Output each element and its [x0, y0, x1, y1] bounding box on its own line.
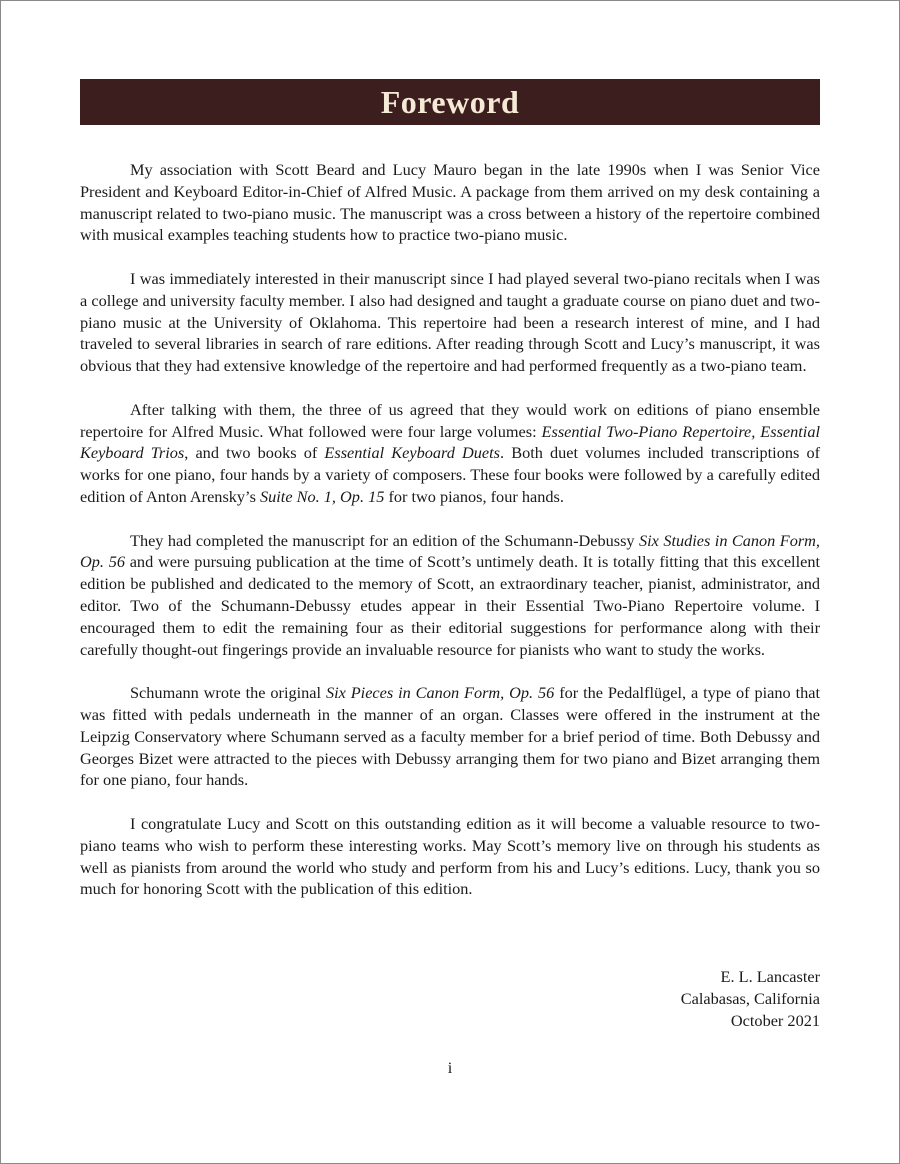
paragraph: [80, 159, 820, 246]
author-location: Calabasas, California: [680, 988, 820, 1008]
paragraph: [80, 813, 820, 900]
italic-title-run: Essential Two-Piano Repertoire, Essential Keyboard Trios: [80, 421, 820, 463]
text-run: I congratulate Lucy and Scott on this outstanding edition as it will become a valuable resource to two-piano teams who wish to perform these interesting works. May Scott’s memory live on through his students as well as pianists from around the world who study and perform from his and Lucy’s editions. Lucy, thank you so much for honoring Scott with the publication of this edition.: [80, 813, 820, 899]
page-title: Foreword: [380, 84, 520, 120]
paragraph: [80, 399, 820, 508]
italic-title-run: Six Pieces in Canon Form, Op. 56: [325, 683, 555, 703]
paragraph: [80, 530, 820, 661]
text-run: They had completed the manuscript for an edition of the Schumann-Debussy: [130, 530, 640, 550]
text-run: for two pianos, four hands.: [384, 486, 564, 506]
text-run: After talking with them, the three of us agreed that they would work on editions of piano ensemble repertoire for Alfred Music. What followed were four large volumes:: [80, 399, 820, 441]
text-run: for the Pedalflügel, a type of piano that was fitted with pedals underneath in the manner of an organ. Classes were offered in the instrument at the Leipzig Conservatory where Schumann served as a faculty member for a brief period of time. Both Debussy and Georges Bizet were attracted to the pieces with Debussy arranging them for two piano and Bizet arranging them for one piano, four hands.: [80, 683, 820, 790]
paragraph: [80, 268, 820, 377]
author-name: E. L. Lancaster: [720, 967, 820, 986]
text-run: . Both duet volumes included transcriptions of works for one piano, four hands by a variety of composers. These four books were followed by a carefully edited edition of Anton Arensky’s: [80, 443, 821, 506]
page-number: i: [447, 1058, 453, 1077]
paragraph: [80, 682, 820, 791]
foreword-body: [80, 159, 820, 900]
signature-block: [681, 966, 820, 1031]
text-run: , and two books of: [184, 443, 325, 463]
text-run: My association with Scott Beard and Lucy Mauro began in the late 1990s when I was Senior Vice President and Keyboard Editor-in-Chief of Alfred Music. A package from them arrived on my desk containing a manuscript related to two-piano music. The manuscript was a cross between a history of the repertoire combined with musical examples teaching students how to practice two-piano music.: [80, 160, 820, 245]
signature-date: October 2021: [730, 1010, 820, 1030]
text-run: I was immediately interested in their manuscript since I had played several two-piano recitals when I was a college and university faculty member. I also had designed and taught a graduate course on piano duet and two-piano music at the University of Oklahoma. This repertoire had been a research interest of mine, and I had traveled to several libraries in search of rare editions. After reading through Scott and Lucy’s manuscript, it was obvious that they had extensive knowledge of the repertoire and had performed frequently as a two-piano team.: [80, 268, 820, 376]
italic-title-run: Essential Keyboard Duets: [324, 443, 500, 463]
text-run: Schumann wrote the original: [130, 683, 326, 703]
title-bar: [80, 79, 820, 125]
text-run: and were pursuing publication at the time of Scott’s untimely death. It is totally fitting that this excellent edition be published and dedicated to the memory of Scott, an extraordinary teacher, pianist, administrator, and editor. Two of the Schumann-Debussy etudes appear in their Essential Two-Piano Repertoire volume. I encouraged them to edit the remaining four as their editorial suggestions for performance along with their carefully thought-out fingerings provide an invaluable resource for pianists who want to study the works.: [80, 552, 820, 659]
italic-title-run: Suite No. 1, Op. 15: [260, 486, 385, 506]
italic-title-run: Six Studies in Canon Form, Op. 56: [80, 530, 820, 572]
